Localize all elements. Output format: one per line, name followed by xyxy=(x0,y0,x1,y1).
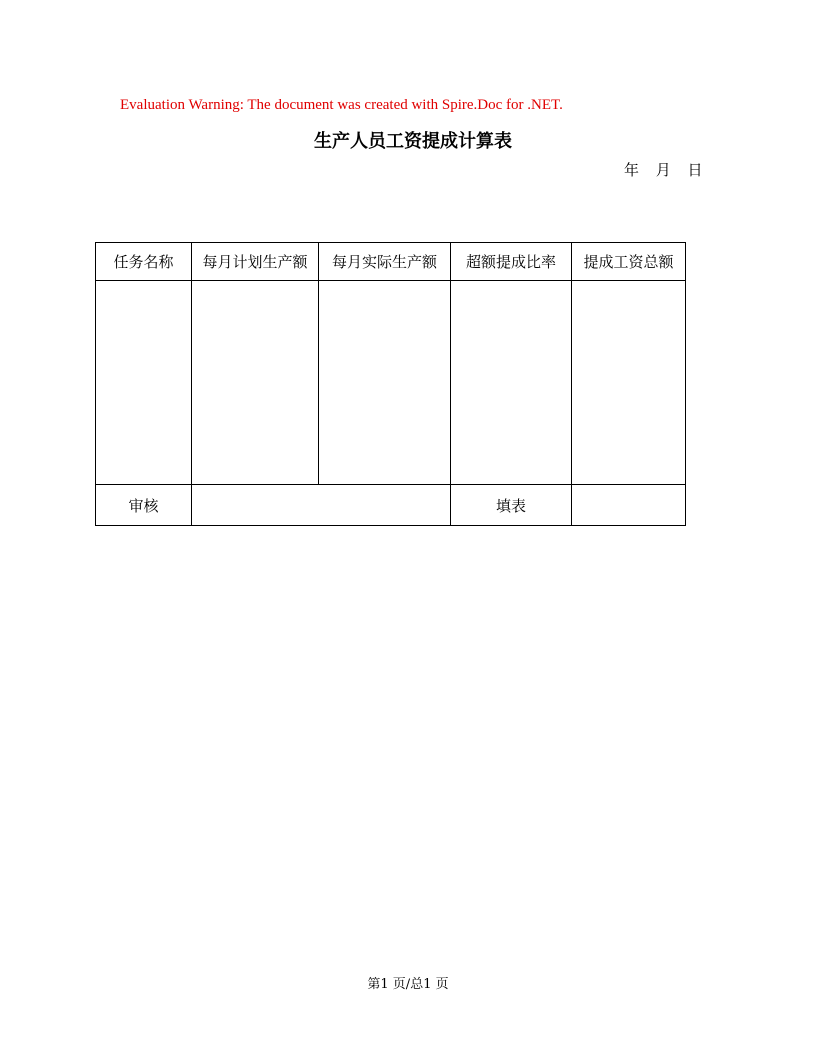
filler-value[interactable] xyxy=(572,485,686,526)
document-title: 生产人员工资提成计算表 xyxy=(314,131,512,152)
review-value[interactable] xyxy=(192,485,451,526)
page-footer: 第1 页/总1 页 xyxy=(367,977,449,992)
signature-row xyxy=(96,485,686,526)
review-label: 审核 xyxy=(96,485,192,526)
evaluation-warning: Evaluation Warning: The document was created with Spire.Doc for .NET. xyxy=(120,97,563,113)
filler-label: 填表 xyxy=(451,485,572,526)
header-planned-output: 每月计划生产额 xyxy=(192,243,319,281)
header-commission-rate: 超额提成比率 xyxy=(451,243,572,281)
cell-actual-output[interactable] xyxy=(319,281,451,485)
date-label: 年 月 日 xyxy=(624,161,703,179)
cell-planned-output[interactable] xyxy=(192,281,319,485)
header-actual-output: 每月实际生产额 xyxy=(319,243,451,281)
table-row xyxy=(96,281,686,485)
cell-task-name[interactable] xyxy=(96,281,192,485)
commission-table xyxy=(95,242,686,526)
header-total-commission: 提成工资总额 xyxy=(572,243,686,281)
table-header-row xyxy=(96,243,686,281)
header-task-name: 任务名称 xyxy=(96,243,192,281)
cell-total-commission[interactable] xyxy=(572,281,686,485)
cell-commission-rate[interactable] xyxy=(451,281,572,485)
